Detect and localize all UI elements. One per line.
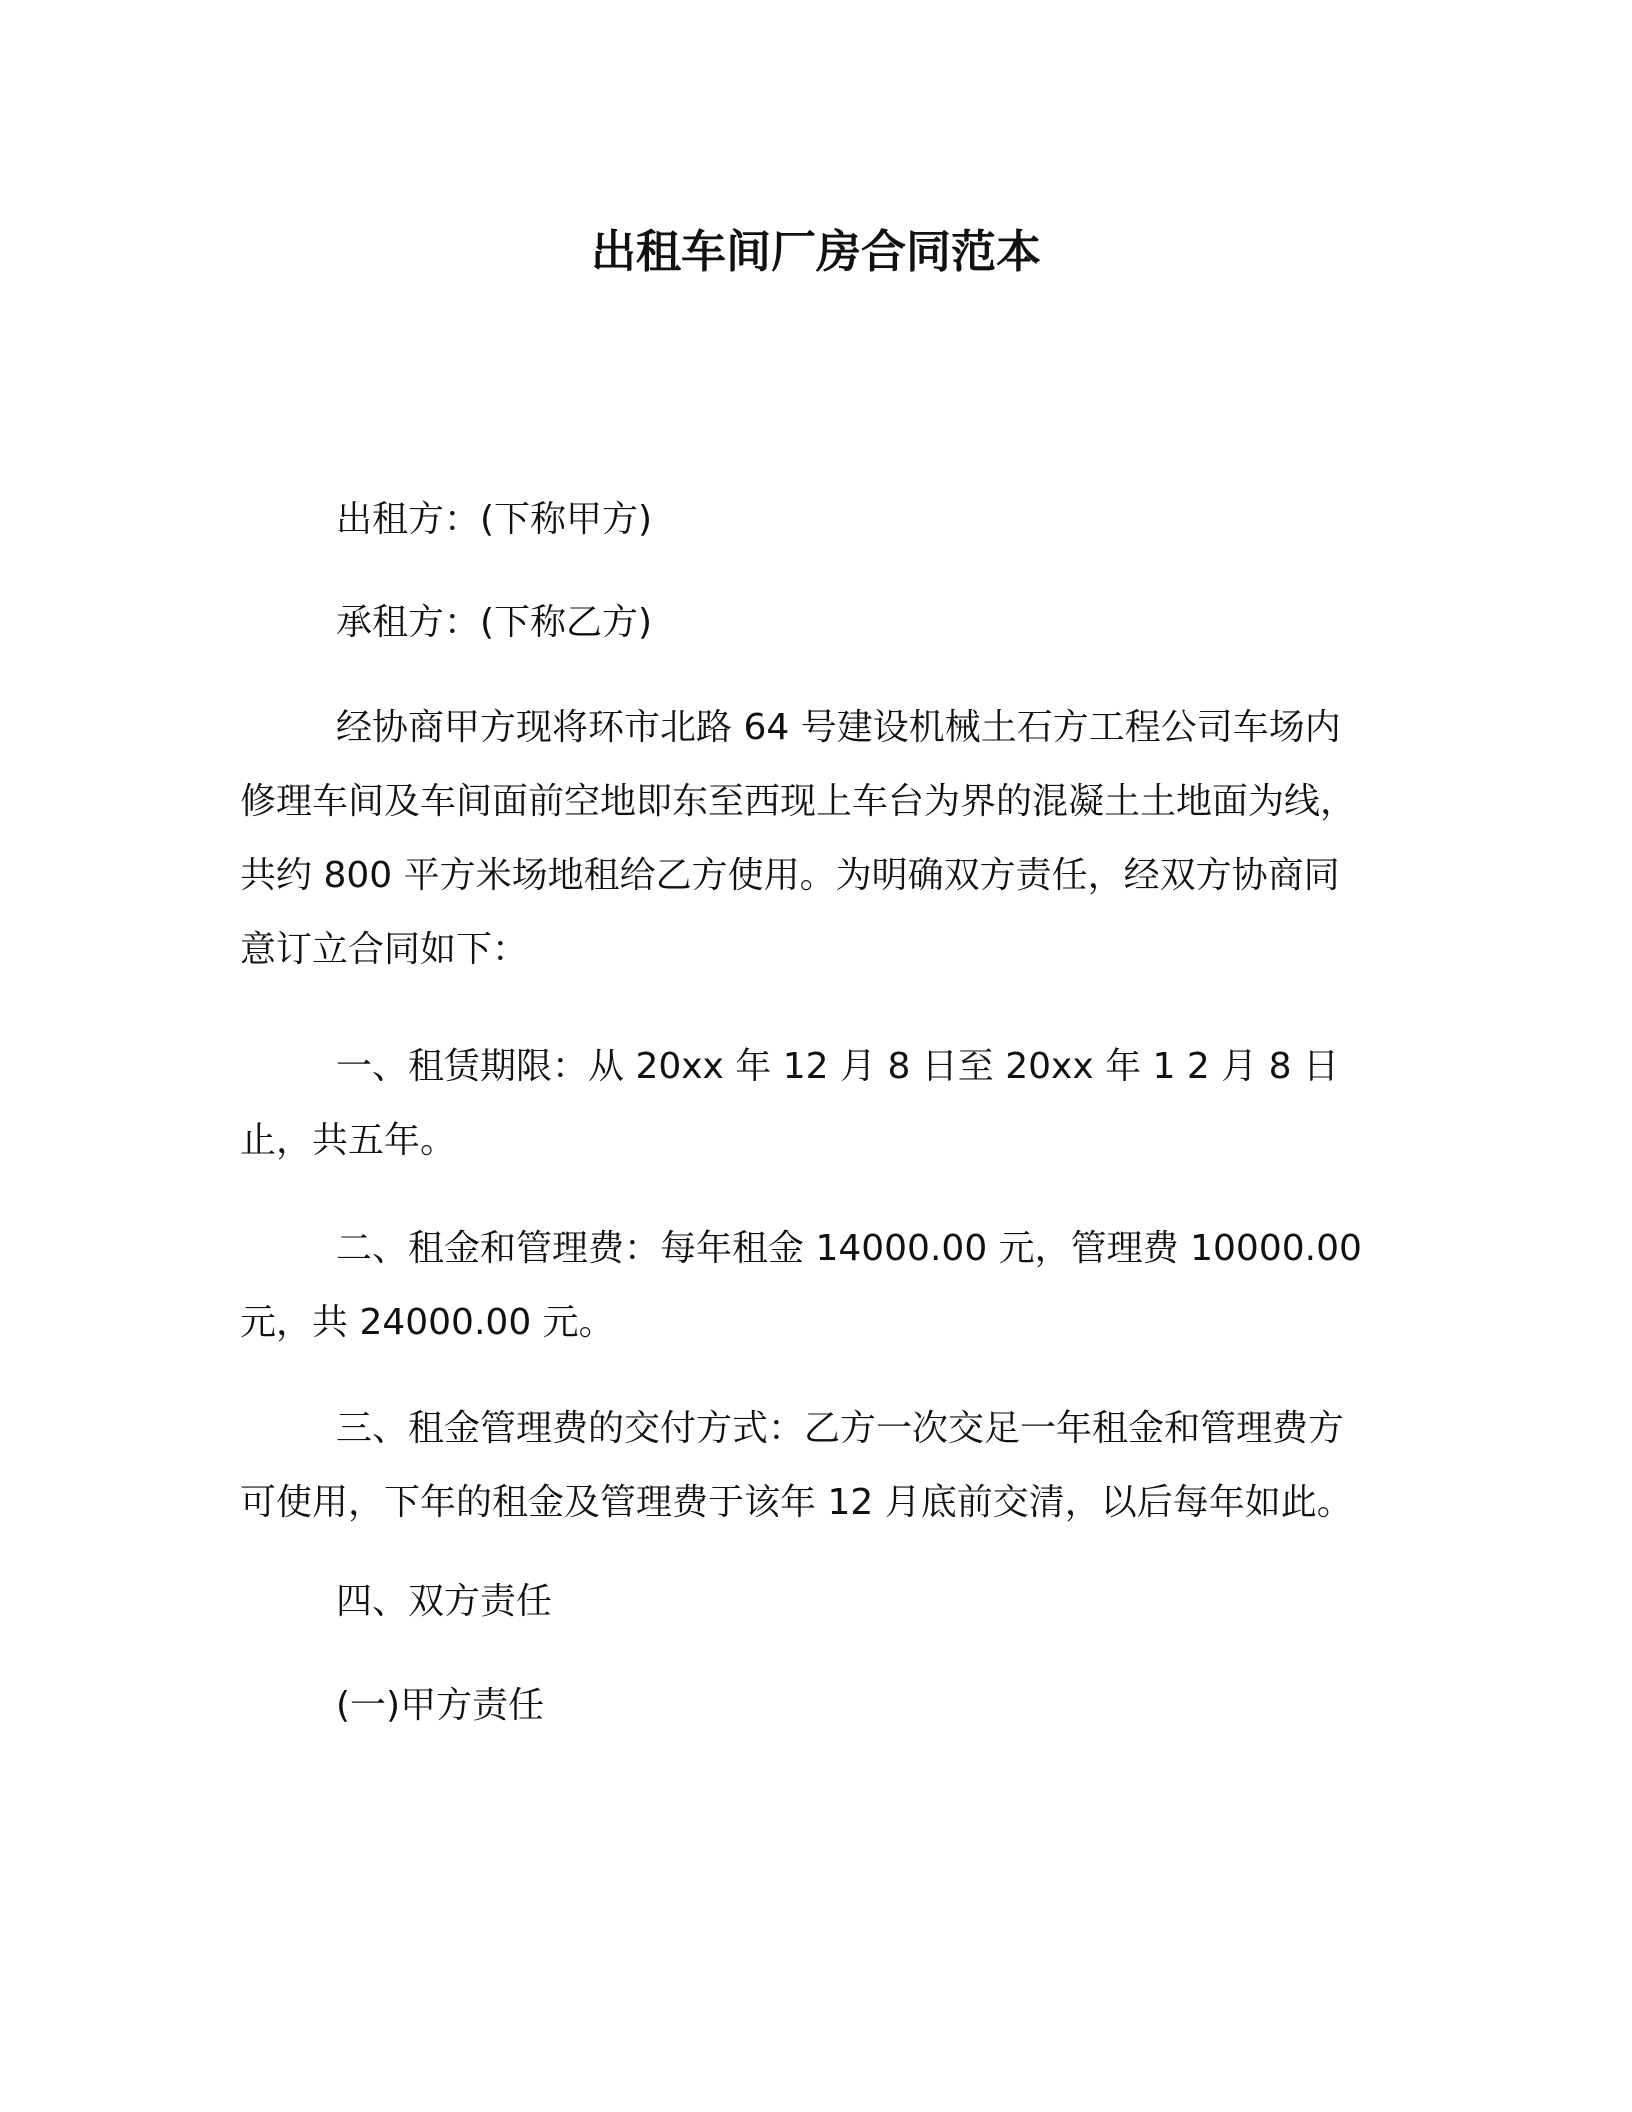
lessee-line: 承租方：(下称乙方): [336, 602, 653, 643]
clause-lease-term: 一、租赁期限：从 20xx 年 12 月 8 日至 20xx 年 1 2 月 8 日止，共五年。: [240, 1046, 1340, 1161]
document-title: 出租车间厂房合同范本: [590, 225, 1041, 278]
clause-payment-method: 三、租金管理费的交付方式：乙方一次交足一年租金和管理费方可使用，下年的租金及管理费于该年 12 月底前交清，以后每年如此。: [240, 1408, 1353, 1523]
party-a-responsibilities-heading: (一)甲方责任: [336, 1685, 545, 1726]
intro-paragraph: 经协商甲方现将环市北路 64 号建设机械土石方工程公司车场内修理车间及车间面前空地即东至西现上车台为界的混凝土土地面为线，共约 800 平方米场地租给乙方使用。为明确双方责任，经双方协商同意订立合同如下：: [240, 707, 1357, 970]
clause-responsibilities-heading: 四、双方责任: [336, 1581, 553, 1622]
clause-rent-fees: 二、租金和管理费：每年租金 14000.00 元，管理费 10000.00 元，共 24000.00 元。: [240, 1228, 1362, 1343]
lessor-line: 出租方：(下称甲方): [336, 499, 653, 540]
